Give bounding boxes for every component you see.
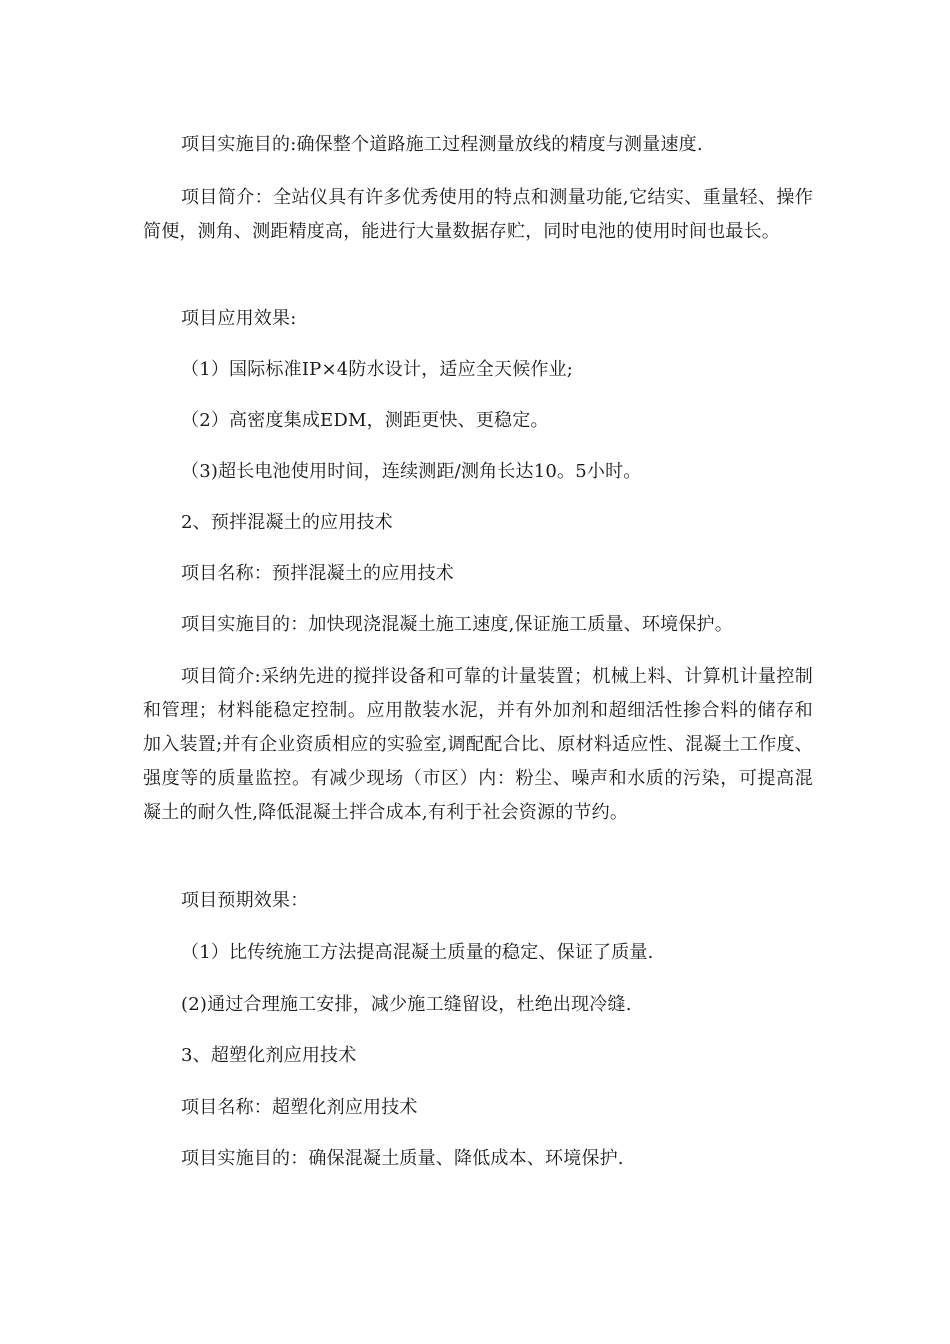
- paragraph-survey-effect-heading: 项目应用效果:: [181, 308, 297, 329]
- list-item-concrete-effect-2: (2)通过合理施工安排，减少施工缝留设，杜绝出现冷缝.: [181, 994, 632, 1015]
- paragraph-survey-intro: 项目简介：全站仪具有许多优秀使用的特点和测量功能,它结实、重量轻、操作简便，测角、测距精度高，能进行大量数据存贮，同时电池的使用时间也最长。: [143, 187, 813, 242]
- list-item-concrete-effect-1: （1）比传统施工方法提高混凝土质量的稳定、保证了质量.: [181, 942, 654, 963]
- list-item-survey-effect-2: （2）高密度集成EDM，测距更快、更稳定。: [181, 410, 549, 431]
- paragraph-concrete-purpose: 项目实施目的：加快现浇混凝土施工速度,保证施工质量、环境保护。: [181, 614, 733, 635]
- section-heading-ready-mix-concrete: 2、预拌混凝土的应用技术: [181, 512, 393, 533]
- paragraph-superplasticizer-project-name: 项目名称：超塑化剂应用技术: [181, 1097, 418, 1118]
- paragraph-concrete-project-name: 项目名称：预拌混凝土的应用技术: [181, 563, 454, 584]
- paragraph-superplasticizer-purpose: 项目实施目的：确保混凝土质量、降低成本、环境保护.: [181, 1148, 624, 1169]
- paragraph-survey-purpose: 项目实施目的:确保整个道路施工过程测量放线的精度与测量速度.: [181, 134, 703, 155]
- paragraph-concrete-intro: 项目简介:采纳先进的搅拌设备和可靠的计量装置；机械上料、计算机计量控制和管理；材料能稳定控制。应用散装水泥，并有外加剂和超细活性掺合料的储存和加入装置;并有企业资质相应的实验室,调配配合比、原材料适应性、混凝土工作度、强度等的质量监控。有减少现场（市区）内：粉尘、噪声和水质的污染，可提高混凝土的耐久性,降低混凝土拌合成本,有利于社会资源的节约。: [143, 666, 813, 823]
- list-item-survey-effect-3: （3)超长电池使用时间，连续测距/测角长达10。5小时。: [181, 461, 642, 482]
- section-heading-superplasticizer: 3、超塑化剂应用技术: [181, 1045, 357, 1066]
- list-item-survey-effect-1: （1）国际标准IP×4防水设计，适应全天候作业;: [181, 359, 574, 380]
- paragraph-concrete-effect-heading: 项目预期效果：: [181, 890, 309, 911]
